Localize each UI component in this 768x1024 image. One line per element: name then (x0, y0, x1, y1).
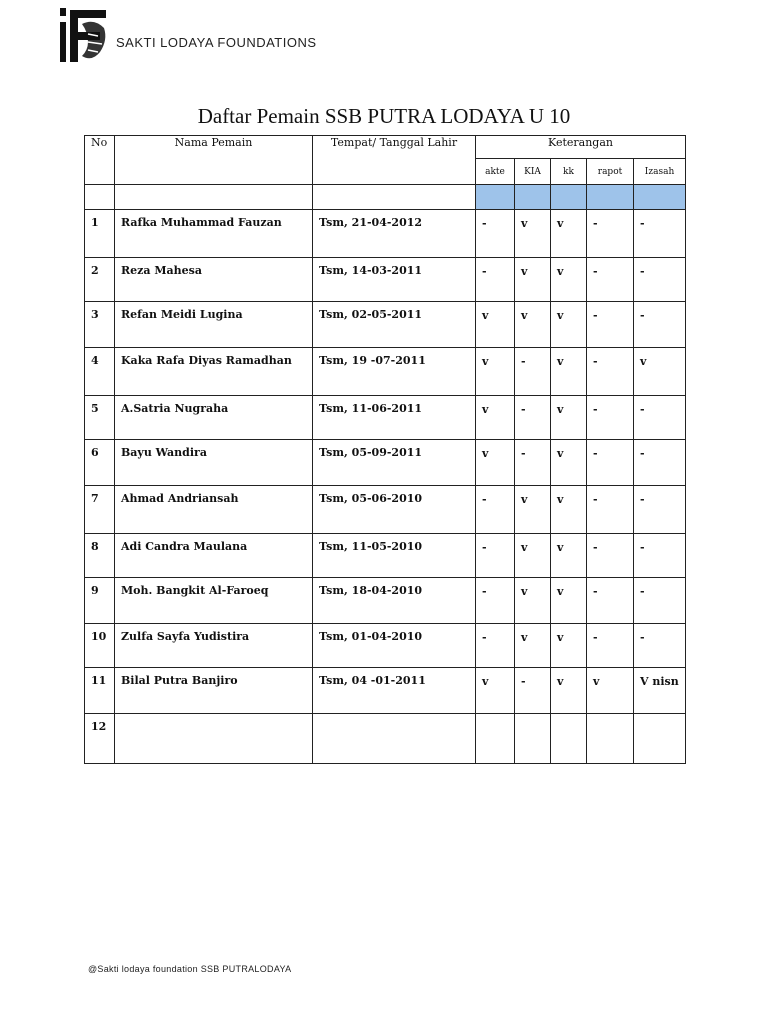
cell-nama: Reza Mahesa (115, 258, 313, 302)
header-fill-cell (634, 185, 686, 210)
column-header-kk: kk (551, 159, 587, 185)
cell-no: 8 (85, 534, 115, 578)
cell-rapot: - (587, 302, 634, 348)
cell-no: 2 (85, 258, 115, 302)
cell-izasah: - (634, 210, 686, 258)
cell-izasah: - (634, 578, 686, 624)
cell-no: 10 (85, 624, 115, 668)
header-fill-cell (476, 185, 515, 210)
cell-ttl: Tsm, 02-05-2011 (313, 302, 476, 348)
cell-kk: v (551, 348, 587, 396)
cell-kia (515, 714, 551, 764)
cell-ttl: Tsm, 01-04-2010 (313, 624, 476, 668)
cell-akte: - (476, 210, 515, 258)
cell-nama: Kaka Rafa Diyas Ramadhan (115, 348, 313, 396)
cell-no: 9 (85, 578, 115, 624)
cell-no: 1 (85, 210, 115, 258)
organization-name: SAKTI LODAYA FOUNDATIONS (116, 35, 317, 50)
header-fill-cell (587, 185, 634, 210)
column-header-akte: akte (476, 159, 515, 185)
cell-izasah: - (634, 534, 686, 578)
cell-rapot: - (587, 396, 634, 440)
player-roster-table (84, 135, 686, 764)
table-row (85, 396, 686, 440)
cell-akte (476, 714, 515, 764)
cell-akte: v (476, 668, 515, 714)
cell-no: 4 (85, 348, 115, 396)
table-row (85, 258, 686, 302)
cell-nama: Bayu Wandira (115, 440, 313, 486)
cell-kia: - (515, 440, 551, 486)
cell-no: 12 (85, 714, 115, 764)
cell-rapot: - (587, 578, 634, 624)
cell-kk (551, 714, 587, 764)
cell-kk: v (551, 396, 587, 440)
cell-ttl: Tsm, 11-05-2010 (313, 534, 476, 578)
cell-rapot: - (587, 258, 634, 302)
cell-kk: v (551, 440, 587, 486)
cell-nama: A.Satria Nugraha (115, 396, 313, 440)
cell-akte: v (476, 396, 515, 440)
cell-kia: - (515, 396, 551, 440)
cell-rapot: - (587, 440, 634, 486)
column-header-nama: Nama Pemain (115, 136, 313, 185)
cell-nama: Refan Meidi Lugina (115, 302, 313, 348)
cell-kia: - (515, 668, 551, 714)
cell-akte: v (476, 348, 515, 396)
cell-ttl: Tsm, 14-03-2011 (313, 258, 476, 302)
cell-kia: v (515, 210, 551, 258)
cell-kia: v (515, 624, 551, 668)
cell-nama (115, 714, 313, 764)
cell-nama: Bilal Putra Banjiro (115, 668, 313, 714)
cell-ttl: Tsm, 05-06-2010 (313, 486, 476, 534)
cell-kia: v (515, 578, 551, 624)
column-header-kia: KIA (515, 159, 551, 185)
page-title: Daftar Pemain SSB PUTRA LODAYA U 10 (197, 104, 571, 128)
cell-izasah: V nisn (634, 668, 686, 714)
cell-kia: - (515, 348, 551, 396)
cell-rapot: - (587, 348, 634, 396)
cell-izasah (634, 714, 686, 764)
cell-izasah: - (634, 302, 686, 348)
cell-kia: v (515, 534, 551, 578)
table-row (85, 486, 686, 534)
table-row (85, 210, 686, 258)
cell-ttl: Tsm, 05-09-2011 (313, 440, 476, 486)
cell-kia: v (515, 486, 551, 534)
table-row (85, 714, 686, 764)
cell-akte: v (476, 302, 515, 348)
cell-ttl: Tsm, 11-06-2011 (313, 396, 476, 440)
table-row (85, 440, 686, 486)
cell-kk: v (551, 258, 587, 302)
cell-rapot: - (587, 534, 634, 578)
cell-akte: - (476, 258, 515, 302)
cell-rapot: - (587, 624, 634, 668)
cell-nama: Adi Candra Maulana (115, 534, 313, 578)
cell-izasah: - (634, 486, 686, 534)
column-header-no: No (85, 136, 115, 185)
cell-izasah: - (634, 258, 686, 302)
cell-izasah: - (634, 624, 686, 668)
tiger-logo-icon (58, 6, 110, 66)
cell-kia: v (515, 302, 551, 348)
cell-rapot: - (587, 210, 634, 258)
cell-ttl: Tsm, 21-04-2012 (313, 210, 476, 258)
table-row (85, 668, 686, 714)
cell-akte: - (476, 534, 515, 578)
cell-nama: Ahmad Andriansah (115, 486, 313, 534)
cell-kk: v (551, 486, 587, 534)
footer-text: @Sakti lodaya foundation SSB PUTRALODAYA (88, 964, 292, 974)
cell-no: 6 (85, 440, 115, 486)
table-row (85, 302, 686, 348)
table-row (85, 578, 686, 624)
cell-no: 11 (85, 668, 115, 714)
cell-kia: v (515, 258, 551, 302)
cell-kk: v (551, 668, 587, 714)
table-row (85, 534, 686, 578)
header-fill-cell (551, 185, 587, 210)
cell-rapot: v (587, 668, 634, 714)
cell-izasah: - (634, 440, 686, 486)
column-header-ttl: Tempat/ Tanggal Lahir (313, 136, 476, 185)
cell-ttl: Tsm, 19 -07-2011 (313, 348, 476, 396)
header-spacer-cell (313, 185, 476, 210)
cell-izasah: v (634, 348, 686, 396)
cell-akte: - (476, 624, 515, 668)
header-fill-cell (515, 185, 551, 210)
cell-ttl: Tsm, 18-04-2010 (313, 578, 476, 624)
cell-ttl: Tsm, 04 -01-2011 (313, 668, 476, 714)
cell-nama: Moh. Bangkit Al-Faroeq (115, 578, 313, 624)
cell-no: 5 (85, 396, 115, 440)
column-header-izasah: Izasah (634, 159, 686, 185)
cell-kk: v (551, 624, 587, 668)
header-spacer-cell (115, 185, 313, 210)
cell-kk: v (551, 578, 587, 624)
cell-nama: Rafka Muhammad Fauzan (115, 210, 313, 258)
cell-ttl (313, 714, 476, 764)
cell-no: 7 (85, 486, 115, 534)
cell-nama: Zulfa Sayfa Yudistira (115, 624, 313, 668)
table-row (85, 348, 686, 396)
cell-no: 3 (85, 302, 115, 348)
cell-akte: v (476, 440, 515, 486)
cell-kk: v (551, 210, 587, 258)
cell-kk: v (551, 534, 587, 578)
column-header-rapot: rapot (587, 159, 634, 185)
cell-rapot (587, 714, 634, 764)
cell-akte: - (476, 578, 515, 624)
cell-izasah: - (634, 396, 686, 440)
table-row (85, 624, 686, 668)
header-spacer-cell (85, 185, 115, 210)
cell-akte: - (476, 486, 515, 534)
column-header-keterangan: Keterangan (476, 136, 686, 159)
cell-kk: v (551, 302, 587, 348)
cell-rapot: - (587, 486, 634, 534)
